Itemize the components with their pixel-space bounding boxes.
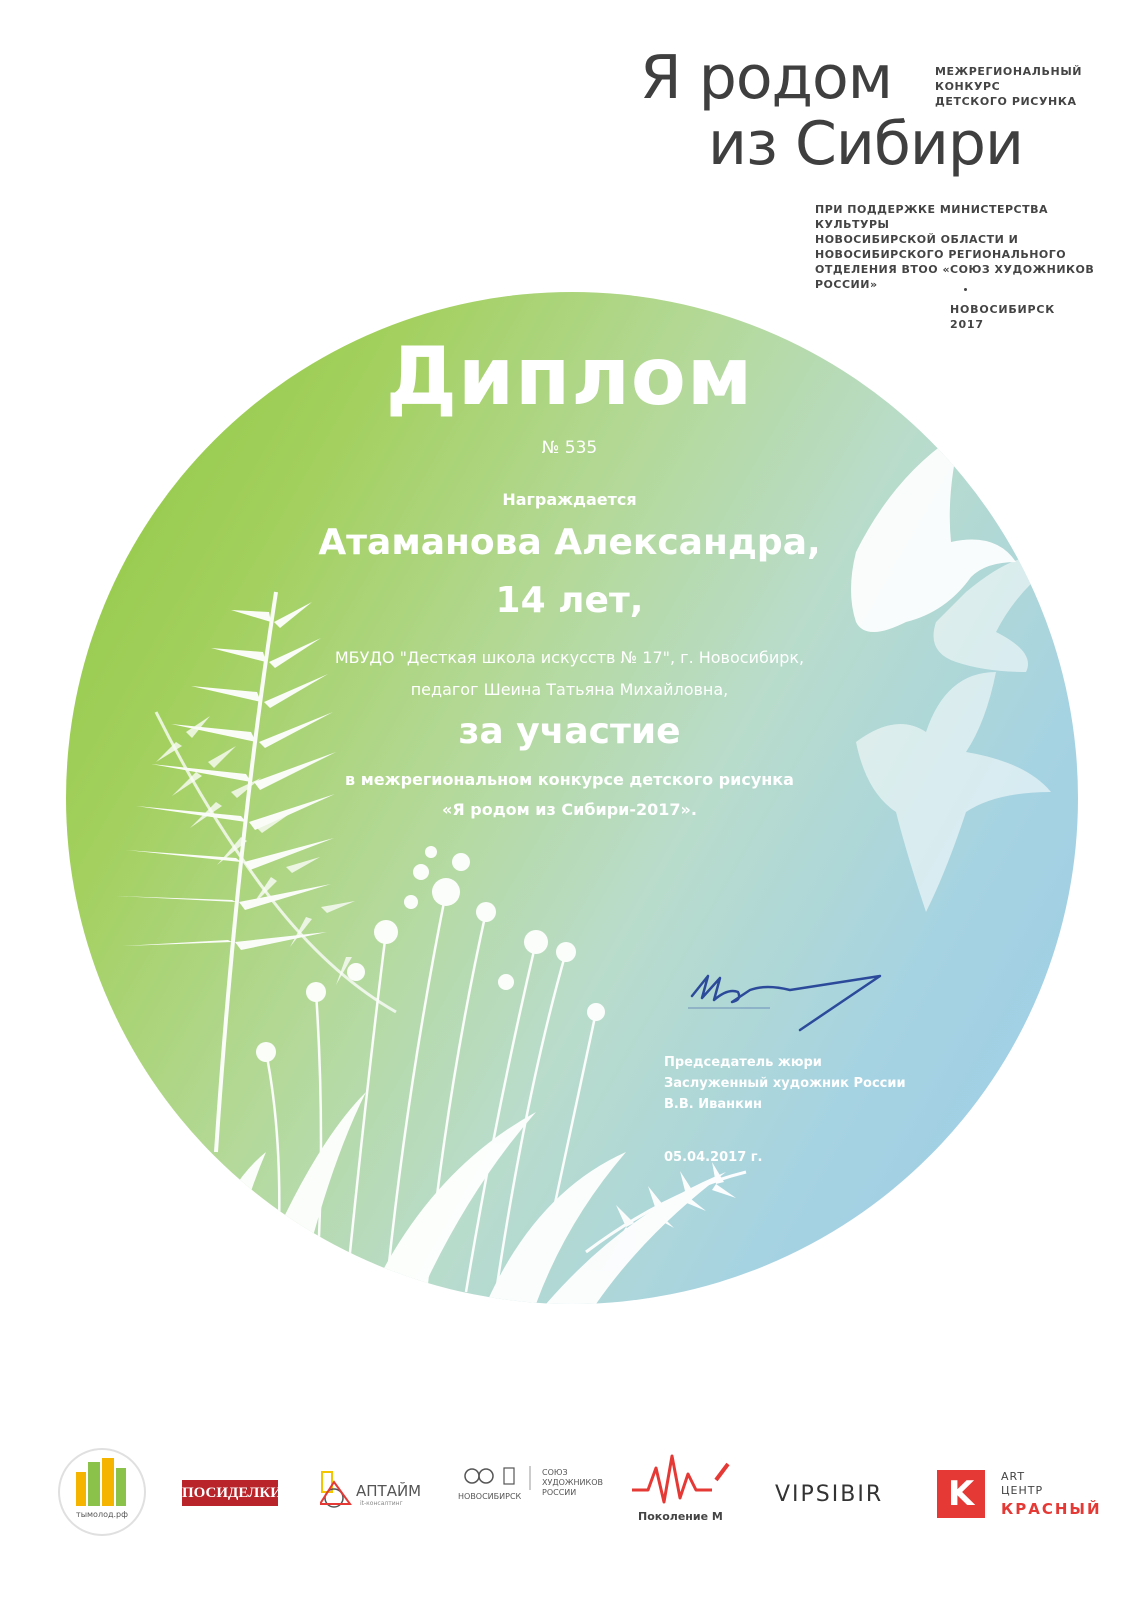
contest-name: «Я родом из Сибири-2017». (442, 800, 697, 819)
artists-union-logo (458, 1466, 603, 1501)
union-line: ХУДОЖНИКОВ (542, 1478, 603, 1487)
krasny-line: ЦЕНТР (1001, 1484, 1044, 1497)
artists-union-city: НОВОСИБИРСК (458, 1492, 522, 1501)
pulse-icon (628, 1450, 738, 1510)
aptime-label: АПТАЙМ (356, 1482, 422, 1500)
tymolod-logo (58, 1448, 146, 1536)
union-line: РОССИИ (542, 1488, 577, 1497)
krasny-logo-text (1001, 1470, 1102, 1516)
diploma-number: № 535 (541, 438, 598, 458)
jury-name: В.В. Иванкин (664, 1097, 762, 1112)
krasny-name: КРАСНЫЙ (1001, 1500, 1102, 1518)
artists-union-icon (458, 1466, 534, 1490)
vipsibir-logo: VIPSIBIR (775, 1482, 884, 1507)
contest-description: в межрегиональном конкурсе детского рисунка (345, 770, 794, 789)
subtitle-line: ДЕТСКОГО РИСУНКА (935, 95, 1077, 108)
aptime-sublabel: it-консалтинг (360, 1500, 403, 1507)
award-reason: за участие (458, 711, 681, 752)
subtitle-line: КОНКУРС (935, 80, 1001, 93)
awarded-label: Награждается (502, 490, 637, 509)
union-line: СОЮЗ (542, 1468, 568, 1477)
recipient-teacher: педагог Шеина Татьяна Михайловна, (410, 680, 729, 699)
contest-title-line2: из Сибири (708, 109, 1023, 179)
jury-chair (664, 1052, 906, 1115)
flower-heads-icon (256, 846, 605, 1062)
pokolenie-logo (628, 1450, 738, 1523)
support-line: ОТДЕЛЕНИЯ ВТОО «СОЮЗ ХУДОЖНИКОВ (815, 263, 1095, 276)
signature-image (680, 968, 900, 1038)
support-line: РОССИИ» (815, 278, 878, 291)
posidelkino-logo: ПОСИДЕЛКИНО (182, 1480, 278, 1506)
krasny-line: ART (1001, 1470, 1026, 1483)
diploma-date: 05.04.2017 г. (664, 1150, 763, 1165)
subtitle-line: МЕЖРЕГИОНАЛЬНЫЙ (935, 65, 1083, 78)
aptime-icon (320, 1470, 360, 1510)
sponsor-logos (0, 1440, 1139, 1540)
jury-role: Председатель жюри (664, 1055, 822, 1070)
recipient-school: МБУДО "Десткая школа искусств № 17", г. Новосибирк, (334, 648, 805, 667)
recipient-age: 14 лет, (495, 580, 644, 621)
tymolod-label: тымолод.рф (76, 1510, 128, 1519)
city: НОВОСИБИРСК (950, 303, 1056, 316)
jury-title: Заслуженный художник России (664, 1076, 906, 1091)
diploma-title: Диплом (385, 330, 754, 423)
year: 2017 (950, 318, 984, 331)
separator-dot (964, 288, 967, 291)
aptime-logo (320, 1470, 422, 1514)
pokolenie-label: Поколение М (638, 1510, 723, 1523)
recipient-name: Атаманова Александра, (318, 522, 821, 563)
support-statement (815, 202, 1105, 292)
support-line: НОВОСИБИРСКОЙ ОБЛАСТИ И (815, 233, 1019, 246)
artists-union-name (542, 1468, 603, 1498)
contest-title-line1: Я родом (640, 43, 893, 113)
krasny-logo-mark: K (937, 1470, 985, 1518)
buildings-icon (60, 1450, 144, 1510)
contest-subtitle (935, 64, 1082, 109)
support-line: НОВОСИБИРСКОГО РЕГИОНАЛЬНОГО (815, 248, 1067, 261)
support-line: ПРИ ПОДДЕРЖКЕ МИНИСТЕРСТВА КУЛЬТУРЫ (815, 203, 1049, 231)
